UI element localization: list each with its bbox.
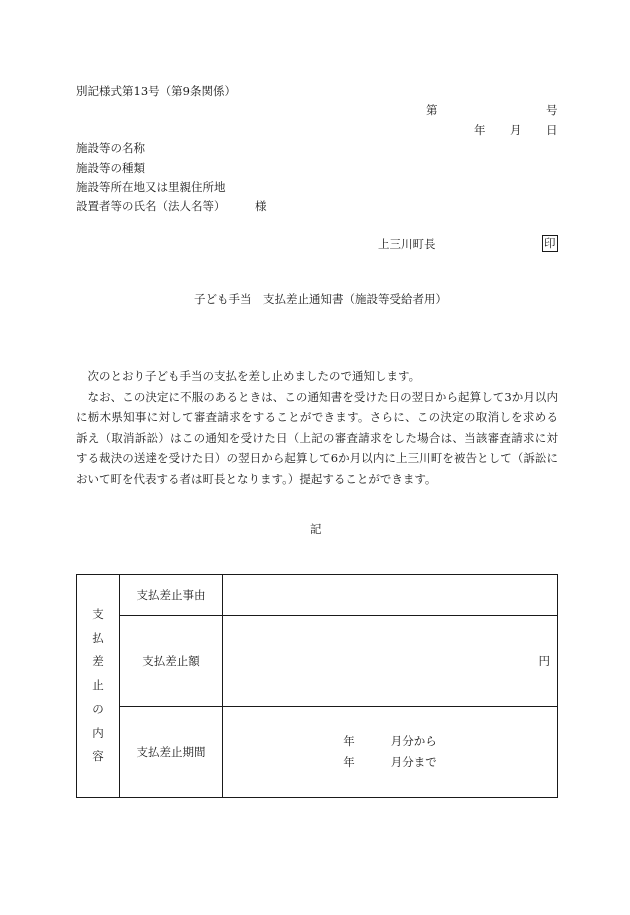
table-row [77,575,558,616]
date-year-label: 年 [474,123,486,137]
amount-unit: 円 [538,654,550,668]
seal-mark [542,235,558,252]
period-to [223,752,557,773]
seal-stamp: 印 [544,236,556,250]
body-paragraph-2: なお、この決定に不服のあるときは、この通知書を受けた日の翌日から起算して3か月以内に栃木県知事に対して審査請求をすることができます。さらに、この決定の取消しを求める訴え（取消訴訟）はこの通知を受けた日（上記の審査請求をした場合は、当該審査請求に対する裁決の送達を受けた日）の翌日から起算して6か月以内に上三川町を被告として（訴訟において町を代表する者は町長となります。）提起することができます。 [76,389,558,486]
issuer-title: 上三川町長 [378,237,436,251]
section-char: 止 [92,678,104,693]
section-char: 払 [92,630,104,645]
reason-label: 支払差止事由 [120,575,223,616]
document-title: 子ども手当 支払差止通知書（施設等受給者用） [194,292,447,306]
details-table [76,574,558,798]
section-char: 内 [92,725,104,740]
document-number-suffix: 号 [546,103,558,117]
honorific: 様 [255,199,267,213]
table-row [77,616,558,707]
period-from-year: 年 [343,734,355,748]
section-char: 差 [92,654,104,669]
owner-name-label: 設置者等の氏名（法人名等） [76,199,226,213]
period-value-cell[interactable] [223,707,558,798]
section-char: 支 [92,606,104,621]
period-from [223,731,557,752]
date-month-label: 月 [510,123,522,137]
date-day-label: 日 [546,123,558,137]
amount-value-cell[interactable] [223,616,558,707]
period-to-year: 年 [343,755,355,769]
ki-label: 記 [310,522,322,536]
section-char: 容 [92,749,104,764]
period-label: 支払差止期間 [120,707,223,798]
facility-address-label: 施設等所在地又は里親住所地 [76,180,226,194]
amount-label: 支払差止額 [120,616,223,707]
period-to-month: 月分まで [390,755,437,769]
facility-type-label: 施設等の種類 [76,161,145,175]
facility-name-label: 施設等の名称 [76,141,145,155]
form-number: 別記様式第13号（第9条関係） [76,84,236,98]
section-header [77,575,120,798]
table-row [77,707,558,798]
body-paragraph-1: 次のとおり子ども手当の支払を差し止めましたので通知します。 [87,369,421,383]
document-number-prefix: 第 [426,103,438,117]
period-from-month: 月分から [390,734,437,748]
reason-value-cell[interactable] [223,575,558,616]
section-char: の [92,701,104,716]
body-text [76,366,558,489]
